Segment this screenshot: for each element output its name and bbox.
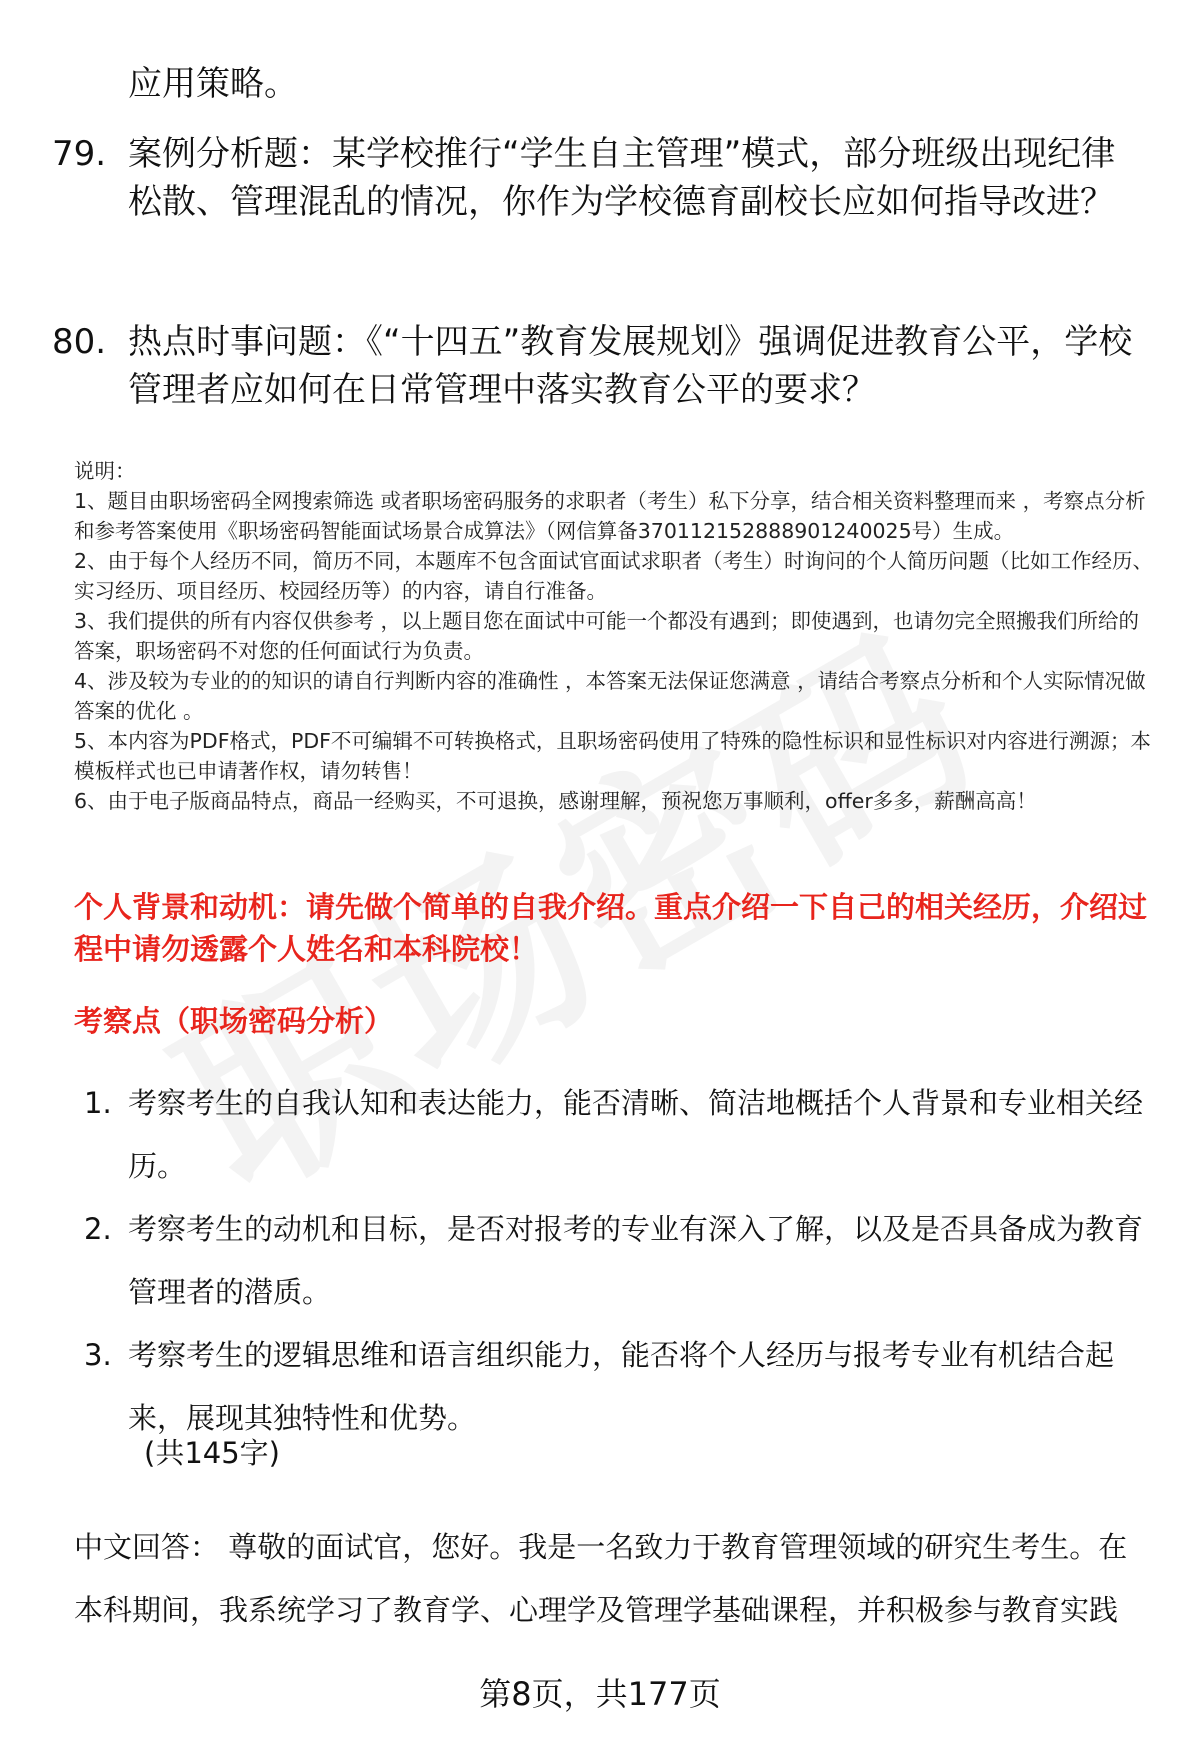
point-number: 1. [84,1086,112,1120]
point-item [84,1198,1154,1324]
note-item: 3、我们提供的所有内容仅供参考 ，以上题目您在面试中可能一个都没有遇到；即使遇到，也请勿完全照搬我们所给的答案，职场密码不对您的任何面试行为负责。 [74,609,1140,663]
point-number: 2. [84,1212,112,1246]
page-footer: 第8页，共177页 [479,1675,721,1713]
section-title: 个人背景和动机：请先做个简单的自我介绍。重点介绍一下自己的相关经历，介绍过程中请勿透露个人姓名和本科院校！ [74,890,1148,966]
word-count: (共145字) [144,1436,280,1470]
note-item: 5、本内容为PDF格式，PDF不可编辑不可转换格式，且职场密码使用了特殊的隐性标识和显性标识对内容进行溯源；本模板样式也已申请著作权，请勿转售！ [74,729,1151,783]
question-79 [52,130,1152,226]
note-item: 1、题目由职场密码全网搜索筛选 或者职场密码服务的求职者（考生）私下分享，结合相关资料整理而来 ，考察点分析和参考答案使用《职场密码智能面试场景合成算法》（网信算备370112152888901240025号）生成。 [74,489,1146,543]
point-text: 考察考生的动机和目标，是否对报考的专业有深入了解，以及是否具备成为教育管理者的潜质。 [128,1212,1144,1309]
notes-title: 说明： [74,459,136,483]
note-item: 6、由于电子版商品特点，商品一经购买，不可退换，感谢理解，预祝您万事顺利，offer多多，薪酬高高！ [74,789,1037,813]
question-number: 80. [52,322,107,362]
analysis-title: 考察点（职场密码分析） [74,1004,394,1038]
point-text: 考察考生的逻辑思维和语言组织能力，能否将个人经历与报考专业有机结合起来，展现其独特性和优势。 [128,1338,1115,1435]
note-item: 2、由于每个人经历不同，简历不同，本题库不包含面试官面试求职者（考生）时询问的个人简历问题（比如工作经历、实习经历、项目经历、校园经历等）的内容，请自行准备。 [74,549,1154,603]
question-number: 79. [52,134,107,174]
point-text: 考察考生的自我认知和表达能力，能否清晰、简洁地概括个人背景和专业相关经历。 [128,1086,1144,1183]
question-text: 案例分析题：某学校推行“学生自主管理”模式，部分班级出现纪律松散、管理混乱的情况，你作为学校德育副校长应如何指导改进？ [128,134,1116,222]
notes-section [74,456,1154,816]
question-80 [52,318,1152,414]
question-text: 热点时事问题：《“十四五”教育发展规划》强调促进教育公平，学校管理者应如何在日常管理中落实教育公平的要求？ [128,322,1133,410]
points-list [84,1072,1154,1450]
note-item: 4、涉及较为专业的的知识的请自行判断内容的准确性 ，本答案无法保证您满意 ，请结合考察点分析和个人实际情况做答案的优化 。 [74,669,1146,723]
continuation-text: 应用策略。 [128,64,298,104]
point-item [84,1072,1154,1198]
point-number: 3. [84,1338,112,1372]
answer-text: 中文回答： 尊敬的面试官，您好。我是一名致力于教育管理领域的研究生考生。在本科期间，我系统学习了教育学、心理学及管理学基础课程，并积极参与教育实践 [74,1530,1128,1627]
